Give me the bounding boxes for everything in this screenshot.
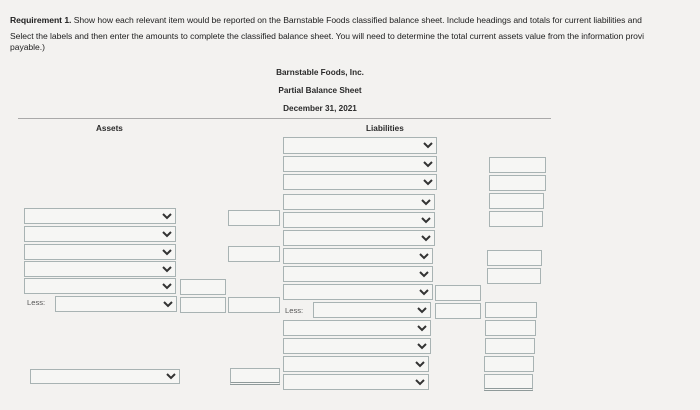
asset-amount-input-1[interactable] [180, 279, 226, 295]
assets-heading: Assets [96, 124, 123, 133]
liability-amount-input-1[interactable] [435, 285, 481, 301]
liability-label-select-10[interactable] [283, 320, 431, 336]
asset-amount-input-2[interactable] [180, 297, 226, 313]
liabilities-heading: Liabilities [366, 124, 404, 133]
liability-label-select-4[interactable] [283, 194, 435, 210]
asset-label-select-4[interactable] [24, 261, 176, 277]
liability-label-select-7[interactable] [283, 248, 433, 264]
liability-total-amount-input[interactable] [484, 374, 533, 391]
liability-subtotal-input-8[interactable] [485, 320, 536, 336]
liability-total-label-select[interactable] [283, 374, 429, 390]
header-divider [18, 118, 551, 119]
instruction-text-1: Show how each relevant item would be reported on the Barnstable Foods classified balance sheet. Include headings and totals for current liabilities and [73, 15, 642, 25]
instruction-line-3: payable.) [10, 42, 45, 52]
instruction-line-1 [10, 12, 700, 28]
liability-less-select[interactable] [313, 302, 431, 318]
liability-subtotal-input-1[interactable] [489, 157, 546, 173]
statement-date: December 31, 2021 [283, 104, 357, 113]
asset-label-select-5[interactable] [24, 278, 176, 294]
liability-subtotal-input-3[interactable] [489, 193, 544, 209]
liability-subtotal-input-5[interactable] [487, 250, 542, 266]
liability-label-select-9[interactable] [283, 284, 433, 300]
instruction-line-2: Select the labels and then enter the amounts to complete the classified balance sheet. You will need to determine the total current assets value from the information provi [10, 31, 644, 41]
statement-title: Partial Balance Sheet [278, 86, 362, 95]
asset-subtotal-input-3[interactable] [228, 297, 280, 313]
asset-total-label-select[interactable] [30, 369, 180, 384]
asset-total-amount-input[interactable] [230, 368, 280, 385]
liability-amount-input-2[interactable] [435, 303, 481, 319]
liability-subtotal-input-6[interactable] [487, 268, 541, 284]
liability-subtotal-input-10[interactable] [484, 356, 534, 372]
assets-less-label: Less: [27, 298, 46, 307]
liability-label-select-5[interactable] [283, 212, 435, 228]
requirement-label: Requirement 1. [10, 15, 72, 25]
liability-label-select-2[interactable] [283, 156, 437, 172]
instructions [10, 12, 700, 55]
company-name: Barnstable Foods, Inc. [276, 68, 364, 77]
asset-label-select-1[interactable] [24, 208, 176, 224]
liability-subtotal-input-4[interactable] [489, 211, 543, 227]
liability-subtotal-input-2[interactable] [489, 175, 546, 191]
liability-subtotal-input-9[interactable] [485, 338, 535, 354]
liability-label-select-6[interactable] [283, 230, 435, 246]
asset-subtotal-input-1[interactable] [228, 210, 280, 226]
liability-subtotal-input-7[interactable] [485, 302, 537, 318]
liability-label-select-12[interactable] [283, 356, 429, 372]
asset-label-select-3[interactable] [24, 244, 176, 260]
liabilities-less-label: Less: [285, 306, 304, 315]
asset-label-select-2[interactable] [24, 226, 176, 242]
liability-label-select-3[interactable] [283, 174, 437, 190]
liability-label-select-8[interactable] [283, 266, 433, 282]
liability-label-select-11[interactable] [283, 338, 431, 354]
liability-label-select-1[interactable] [283, 137, 437, 154]
asset-subtotal-input-2[interactable] [228, 246, 280, 262]
asset-less-select[interactable] [55, 296, 177, 312]
